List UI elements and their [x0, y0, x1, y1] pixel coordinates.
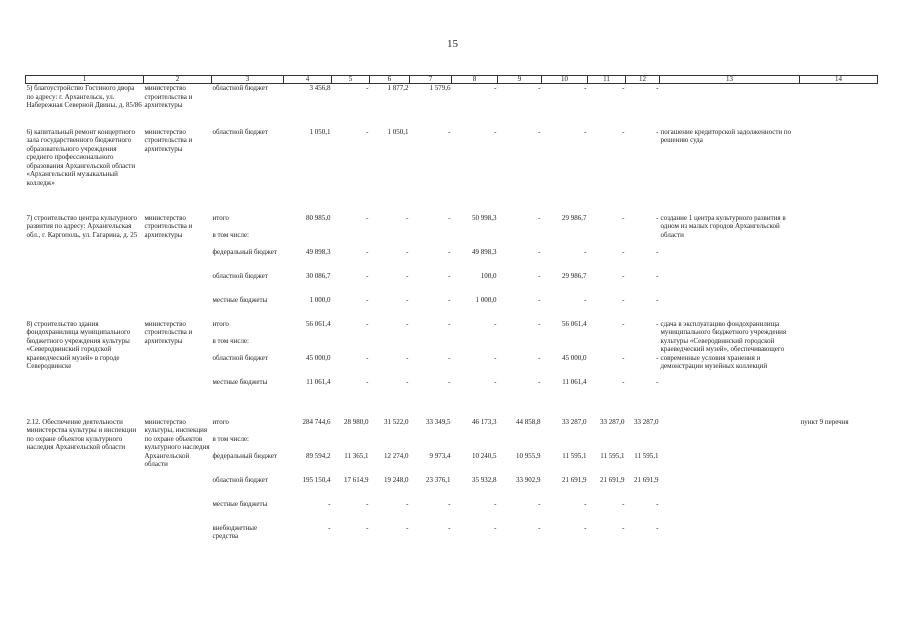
value-cell: - — [622, 319, 625, 328]
column-number: 1 — [26, 76, 144, 84]
value-cell: 49 898,3 — [306, 247, 331, 256]
value-cell: - — [366, 353, 369, 362]
value-cell: - — [406, 271, 409, 280]
value-cell: - — [366, 127, 369, 136]
value-cell: - — [448, 319, 451, 328]
expected-result: создание 1 центра культурного развития в одном из малых городов Архангельской области — [660, 213, 786, 239]
column-number: 6 — [370, 76, 410, 84]
value-cell: - — [538, 295, 541, 304]
value-cell: - — [366, 84, 369, 92]
value-cell: 100,0 — [480, 271, 497, 280]
value-cell: 21 691,9 — [634, 475, 659, 484]
value-cell: 45 000,0 — [306, 353, 331, 362]
funding-source: местные бюджеты — [212, 499, 268, 508]
value-cell: - — [656, 319, 659, 328]
value-cell: - — [538, 523, 541, 532]
funding-source: областной бюджет — [212, 84, 268, 92]
value-cell — [542, 231, 588, 248]
value-cell — [332, 337, 370, 354]
value-cell — [370, 231, 410, 248]
value-cell: - — [366, 247, 369, 256]
value-cell: 45 000,0 — [562, 353, 587, 362]
reference — [800, 320, 878, 418]
value-cell — [588, 337, 626, 354]
value-cell: - — [494, 499, 497, 508]
value-cell: - — [656, 499, 659, 508]
value-cell: - — [448, 377, 451, 386]
value-cell: - — [448, 523, 451, 532]
value-cell — [542, 337, 588, 354]
table-row — [26, 320, 878, 337]
value-cell — [542, 435, 588, 452]
value-cell: - — [656, 271, 659, 280]
value-cell: - — [406, 319, 409, 328]
value-cell — [452, 435, 498, 452]
value-cell: - — [406, 499, 409, 508]
value-cell: 10 240,5 — [472, 451, 497, 460]
funding-source: итого — [212, 213, 229, 222]
budget-table — [25, 75, 878, 548]
value-cell: 1 050,1 — [387, 127, 409, 136]
value-cell: - — [366, 319, 369, 328]
value-cell: - — [494, 377, 497, 386]
value-cell: - — [406, 377, 409, 386]
value-cell: 23 376,1 — [426, 475, 451, 484]
value-cell: - — [584, 84, 587, 92]
column-number-row — [26, 76, 878, 84]
value-cell — [370, 337, 410, 354]
value-cell: 33 349,5 — [426, 417, 451, 426]
value-cell — [410, 231, 452, 248]
value-cell: - — [538, 499, 541, 508]
value-cell: 44 858,8 — [516, 417, 541, 426]
item-name: 5) благоустройство Гостиного двора по адресу: г. Архангельск, ул. Набережная Северной Двины, д. 85/86 — [26, 84, 142, 110]
value-cell: - — [538, 247, 541, 256]
column-number: 14 — [800, 76, 878, 84]
value-cell: - — [494, 84, 497, 92]
funding-source: областной бюджет — [212, 127, 268, 136]
column-number: 10 — [542, 76, 588, 84]
value-cell: - — [584, 295, 587, 304]
column-number: 5 — [332, 76, 370, 84]
value-cell — [410, 337, 452, 354]
value-cell: - — [448, 295, 451, 304]
funding-source: итого — [212, 417, 229, 426]
value-cell: 30 086,7 — [306, 271, 331, 280]
value-cell: - — [366, 295, 369, 304]
value-cell: - — [406, 213, 409, 222]
value-cell: - — [406, 295, 409, 304]
table-row — [26, 84, 878, 128]
value-cell: - — [656, 84, 659, 92]
value-cell — [626, 231, 660, 248]
executor: министерство строительства и архитектуры — [144, 213, 193, 239]
column-number: 2 — [144, 76, 212, 84]
value-cell: - — [366, 213, 369, 222]
value-cell: - — [406, 353, 409, 362]
value-cell: - — [622, 84, 625, 92]
value-cell: - — [538, 213, 541, 222]
value-cell: - — [448, 499, 451, 508]
table-row — [26, 128, 878, 214]
funding-source: областной бюджет — [212, 475, 268, 484]
value-cell — [626, 337, 660, 354]
funding-source: в том числе: — [212, 230, 249, 239]
value-cell: - — [656, 213, 659, 222]
column-number: 11 — [588, 76, 626, 84]
value-cell: - — [494, 319, 497, 328]
value-cell: 33 902,9 — [516, 475, 541, 484]
value-cell: 56 061,4 — [306, 319, 331, 328]
value-cell: - — [538, 127, 541, 136]
value-cell: 35 932,8 — [472, 475, 497, 484]
value-cell: 29 986,7 — [562, 213, 587, 222]
item-name: 8) строительство здания фондохранилища муниципального бюджетного учреждения культуры «Северодвинский городской краеведческий музей» в городе Северодвинске — [26, 319, 131, 371]
value-cell: - — [494, 127, 497, 136]
value-cell: - — [538, 271, 541, 280]
value-cell: 3 456,8 — [309, 84, 331, 92]
funding-source: итого — [212, 319, 229, 328]
table-row — [26, 418, 878, 435]
item-name: 7) строительство центра культурного развития по адресу: Архангельская обл., г. Каргополь, ул. Гагарина, д. 25 — [26, 213, 138, 239]
value-cell: - — [366, 523, 369, 532]
value-cell: 11 595,1 — [600, 451, 625, 460]
column-number: 13 — [660, 76, 800, 84]
value-cell: 11 061,4 — [306, 377, 331, 386]
value-cell — [284, 337, 332, 354]
value-cell: - — [656, 127, 659, 136]
value-cell: 33 287,0 — [634, 417, 659, 426]
value-cell: - — [622, 213, 625, 222]
column-number: 12 — [626, 76, 660, 84]
executor: министерство культуры, инспекция по охране объектов культурного наследия Архангельской области — [144, 417, 210, 469]
value-cell: 284 744,6 — [302, 417, 331, 426]
column-number: 4 — [284, 76, 332, 84]
value-cell: 195 150,4 — [302, 475, 331, 484]
value-cell: - — [366, 377, 369, 386]
value-cell — [452, 337, 498, 354]
value-cell: - — [538, 377, 541, 386]
reference — [800, 128, 878, 214]
value-cell: 11 061,4 — [562, 377, 587, 386]
value-cell — [332, 231, 370, 248]
funding-source: федеральный бюджет — [212, 247, 277, 256]
column-number: 3 — [212, 76, 284, 84]
value-cell: - — [406, 247, 409, 256]
value-cell: 17 614,9 — [344, 475, 369, 484]
value-cell: - — [622, 127, 625, 136]
value-cell: - — [366, 271, 369, 280]
value-cell: 1 579,6 — [429, 84, 451, 92]
value-cell: 11 595,1 — [562, 451, 587, 460]
value-cell — [332, 435, 370, 452]
value-cell: 46 173,3 — [472, 417, 497, 426]
value-cell: - — [622, 271, 625, 280]
value-cell: 50 998,3 — [472, 213, 497, 222]
value-cell: - — [584, 523, 587, 532]
value-cell: 33 287,0 — [562, 417, 587, 426]
table-row — [26, 214, 878, 231]
value-cell: 1 000,0 — [475, 295, 497, 304]
value-cell: 21 691,9 — [562, 475, 587, 484]
reference: пункт 9 перечня — [800, 417, 849, 426]
value-cell: - — [366, 499, 369, 508]
value-cell — [452, 231, 498, 248]
value-cell: 33 287,0 — [600, 417, 625, 426]
value-cell — [498, 435, 542, 452]
value-cell: 49 898,3 — [472, 247, 497, 256]
item-name: 6) капитальный ремонт концертного зала государственного бюджетного образовательного учреждения среднего профессионального образования Архангельской области «Архангельский музыкальный колледж» — [26, 127, 136, 188]
value-cell: 12 274,0 — [384, 451, 409, 460]
value-cell: - — [494, 353, 497, 362]
value-cell: - — [538, 353, 541, 362]
value-cell: 10 955,9 — [516, 451, 541, 460]
value-cell: - — [584, 247, 587, 256]
value-cell: - — [328, 499, 331, 508]
value-cell: - — [656, 377, 659, 386]
value-cell: 80 985,0 — [306, 213, 331, 222]
value-cell: - — [448, 213, 451, 222]
value-cell: 28 980,0 — [344, 417, 369, 426]
expected-result — [660, 418, 800, 548]
value-cell: - — [622, 523, 625, 532]
value-cell: - — [622, 353, 625, 362]
value-cell: 11 365,1 — [344, 451, 369, 460]
executor: министерство строительства и архитектуры — [144, 84, 193, 110]
column-number: 7 — [410, 76, 452, 84]
value-cell — [284, 231, 332, 248]
value-cell — [498, 337, 542, 354]
value-cell — [370, 435, 410, 452]
funding-source: областной бюджет — [212, 353, 268, 362]
value-cell — [410, 435, 452, 452]
value-cell: - — [538, 84, 541, 92]
value-cell: - — [448, 271, 451, 280]
item-name: 2.12. Обеспечение деятельности министерства культуры и инспекции по охране объектов культурного наследия Архангельской области — [26, 417, 137, 452]
funding-source: местные бюджеты — [212, 295, 268, 304]
value-cell: - — [448, 127, 451, 136]
value-cell: - — [622, 247, 625, 256]
value-cell — [588, 231, 626, 248]
value-cell: 56 061,4 — [562, 319, 587, 328]
value-cell: 89 594,2 — [306, 451, 331, 460]
value-cell: - — [656, 523, 659, 532]
value-cell: - — [656, 295, 659, 304]
page-number: 15 — [447, 38, 458, 50]
value-cell: - — [538, 319, 541, 328]
value-cell: - — [584, 127, 587, 136]
value-cell: 31 522,0 — [384, 417, 409, 426]
value-cell — [626, 435, 660, 452]
value-cell: - — [656, 247, 659, 256]
reference — [800, 84, 878, 128]
value-cell: 1 050,1 — [309, 127, 331, 136]
column-number: 8 — [452, 76, 498, 84]
column-number: 9 — [498, 76, 542, 84]
value-cell — [284, 435, 332, 452]
funding-source: в том числе: — [212, 336, 249, 345]
value-cell — [588, 435, 626, 452]
funding-source: областной бюджет — [212, 271, 268, 280]
value-cell: - — [622, 499, 625, 508]
value-cell: 21 691,9 — [600, 475, 625, 484]
value-cell: - — [494, 523, 497, 532]
funding-source: внебюджетные средства — [212, 523, 258, 541]
funding-source: местные бюджеты — [212, 377, 268, 386]
expected-result: сдача в эксплуатацию фондохранилища муниципального бюджетного учреждения культуры «Северодвинский городской краеведческий музей», обеспечивающего современные условия хранения и демонстрации музейных коллекций — [660, 319, 787, 371]
value-cell: - — [448, 247, 451, 256]
value-cell: 11 595,1 — [634, 451, 659, 460]
value-cell: 19 248,0 — [384, 475, 409, 484]
value-cell — [498, 231, 542, 248]
value-cell: 1 000,0 — [309, 295, 331, 304]
value-cell: - — [448, 353, 451, 362]
executor: министерство строительства и архитектуры — [144, 127, 193, 153]
value-cell: - — [584, 499, 587, 508]
expected-result: погашение кредиторской задолженности по решению суда — [660, 127, 792, 145]
executor: министерство строительства и архитектуры — [144, 319, 193, 345]
value-cell: 9 973,4 — [429, 451, 451, 460]
expected-result — [660, 84, 800, 128]
reference — [800, 214, 878, 320]
funding-source: федеральный бюджет — [212, 451, 277, 460]
value-cell: - — [622, 295, 625, 304]
funding-source: в том числе: — [212, 434, 249, 443]
value-cell: - — [656, 353, 659, 362]
value-cell: 29 986,7 — [562, 271, 587, 280]
value-cell: 1 877,2 — [387, 84, 409, 92]
value-cell: - — [622, 377, 625, 386]
value-cell: - — [328, 523, 331, 532]
value-cell: - — [406, 523, 409, 532]
